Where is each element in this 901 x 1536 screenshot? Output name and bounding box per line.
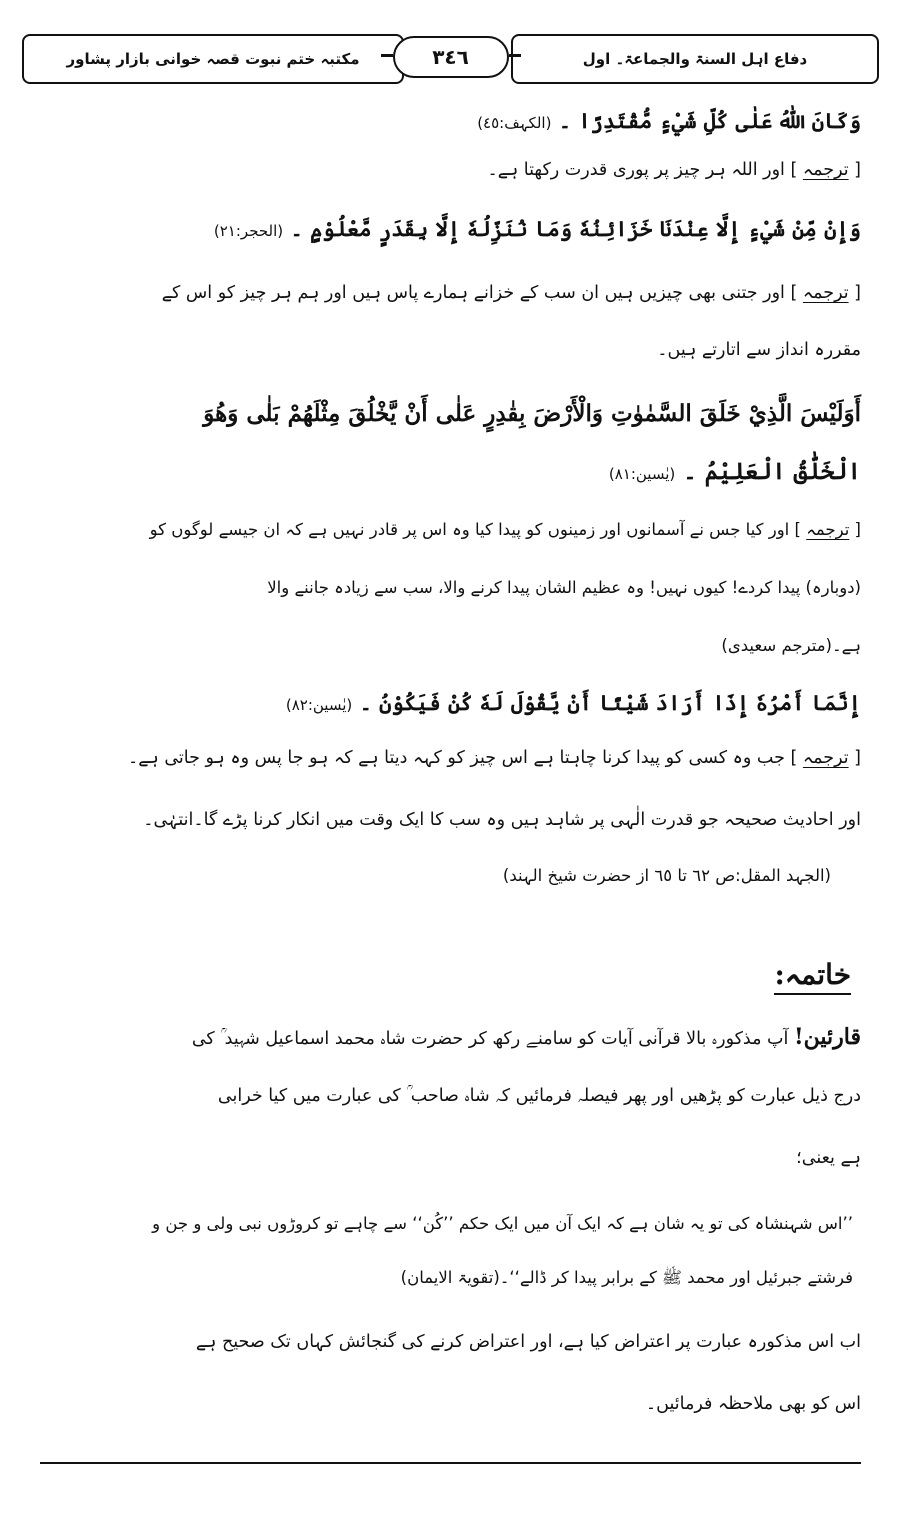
verse-reference: (الکہف:٤٥) (477, 114, 552, 132)
translation-tag: [ ترجمہ ] (794, 520, 861, 539)
verse-yasin-82 (286, 690, 861, 715)
translation-4 (128, 748, 861, 769)
page-header (22, 34, 879, 84)
verse-yasin-81-line-2 (609, 458, 861, 486)
source-citation: (الجہد المقل:ص ٦٢ تا ٦٥ از حضرت شیخ الہند) (502, 866, 831, 885)
verse-text: إِنَّمَا أَمْرُهٗ إِذَا أَرَادَ شَيْئًا أَنْ يَّقُوْلَ لَهٗ كُنْ فَيَكُوْنُ ۔ (359, 690, 861, 715)
verse-text: وَكَانَ اللّٰهُ عَلٰى كُلِّ شَيْءٍ مُّقْتَدِرًا ۔ (558, 108, 861, 133)
quote-line-2: فرشتے جبرئیل اور محمد ﷺ کے برابر پیدا کر ڈالے‘‘۔(تقویۃ الایمان) (400, 1268, 853, 1287)
translation-3-line-1 (150, 520, 861, 540)
khatima-paragraph-1-line-1 (192, 1024, 861, 1050)
translation-text: اور جتنی بھی چیزیں ہیں ان سب کے خزانے ہمارے پاس ہیں اور ہم ہر چیز کو اس کے (161, 283, 785, 303)
hadith-note: اور احادیث صحیحہ جو قدرت الٰہی پر شاہد ہیں وہ سب کا ایک وقت میں انکار کرنا پڑے گا۔انتہٰی۔ (143, 810, 861, 830)
verse-hijr-21 (214, 216, 861, 241)
khatima-paragraph-1-line-3: ہے یعنی؛ (796, 1148, 861, 1168)
translation-3-line-2: (دوبارہ) پیدا کردے! کیوں نہیں! وہ عظیم الشان پیدا کرنے والا، سب سے زیادہ جاننے والا (267, 578, 861, 597)
verse-reference: (یٰسین:٨١) (608, 465, 676, 483)
paragraph-text: آپ مذکورہ بالا قرآنی آیات کو سامنے رکھ کر حضرت شاہ محمد اسماعیل شہید ؒ کی (191, 1029, 789, 1049)
khatima-paragraph-1-line-2: درج ذیل عبارت کو پڑھیں اور پھر فیصلہ فرمائیں کہ شاہ صاحب ؒ کی عبارت میں کیا خرابی (217, 1086, 861, 1106)
translation-tag: [ ترجمہ ] (790, 160, 861, 180)
section-heading-khatima: خاتمہ: (774, 958, 851, 995)
translation-text: جب وہ کسی کو پیدا کرنا چاہتا ہے اس چیز کو کہہ دیتا ہے کہ ہو جا پس وہ ہو جاتی ہے۔ (128, 748, 785, 768)
verse-kahf-45 (477, 108, 861, 133)
translation-2-line-1 (162, 283, 861, 304)
verse-text: الْخَلّٰقُ الْعَلِيْمُ ۔ (683, 458, 861, 485)
translation-2-line-2: مقررہ انداز سے اتارتے ہیں۔ (657, 340, 861, 360)
translation-text: اور اللہ ہر چیز پر پوری قدرت رکھتا ہے۔ (487, 160, 785, 180)
verse-reference: (یٰسین:٨٢) (285, 696, 353, 714)
verse-reference: (الحجر:٢١) (213, 222, 284, 240)
translation-1 (487, 160, 861, 181)
header-book-title: دفاع اہل السنۃ والجماعۃ۔ اول (511, 34, 879, 84)
translation-tag: [ ترجمہ ] (790, 283, 861, 303)
readers-label: قارئین! (793, 1024, 861, 1050)
quote-line-1: ’’اس شہنشاہ کی تو یہ شان ہے کہ ایک آن میں ایک حکم ’’کُن‘‘ سے چاہے تو کروڑوں نبی ولی و جن و (152, 1214, 853, 1233)
page-number: ٣٤٦ (393, 36, 509, 78)
translation-text: اور کیا جس نے آسمانوں اور زمینوں کو پیدا کیا وہ اس پر قادر نہیں ہے کہ ان جیسے لوگوں کو (149, 520, 790, 539)
header-publisher: مکتبہ ختم نبوت قصہ خوانی بازار پشاور (22, 34, 404, 84)
bottom-rule (40, 1462, 861, 1464)
verse-text: وَإِنْ مِّنْ شَيْءٍ إِلَّا عِنْدَنَا خَزَائِنُهٗ وَمَا نُنَزِّلُهٗ إِلَّا بِقَدَرٍ مَّعْلُوْمٍ ۔ (290, 216, 861, 241)
translation-tag: [ ترجمہ ] (790, 748, 861, 768)
khatima-paragraph-2-line-1: اب اس مذکورہ عبارت پر اعتراض کیا ہے، اور اعتراض کرنے کی گنجائش کہاں تک صحیح ہے (195, 1332, 861, 1352)
khatima-paragraph-2-line-2: اس کو بھی ملاحظہ فرمائیں۔ (645, 1394, 861, 1414)
verse-yasin-81-line-1: أَوَلَيْسَ الَّذِيْ خَلَقَ السَّمٰوٰتِ وَالْأَرْضَ بِقٰدِرٍ عَلٰى أَنْ يَّخْلُقَ مِثْلَهُمْ بَلٰى وَهُوَ (203, 400, 861, 427)
translation-3-line-3: ہے۔(مترجم سعیدی) (721, 636, 861, 655)
